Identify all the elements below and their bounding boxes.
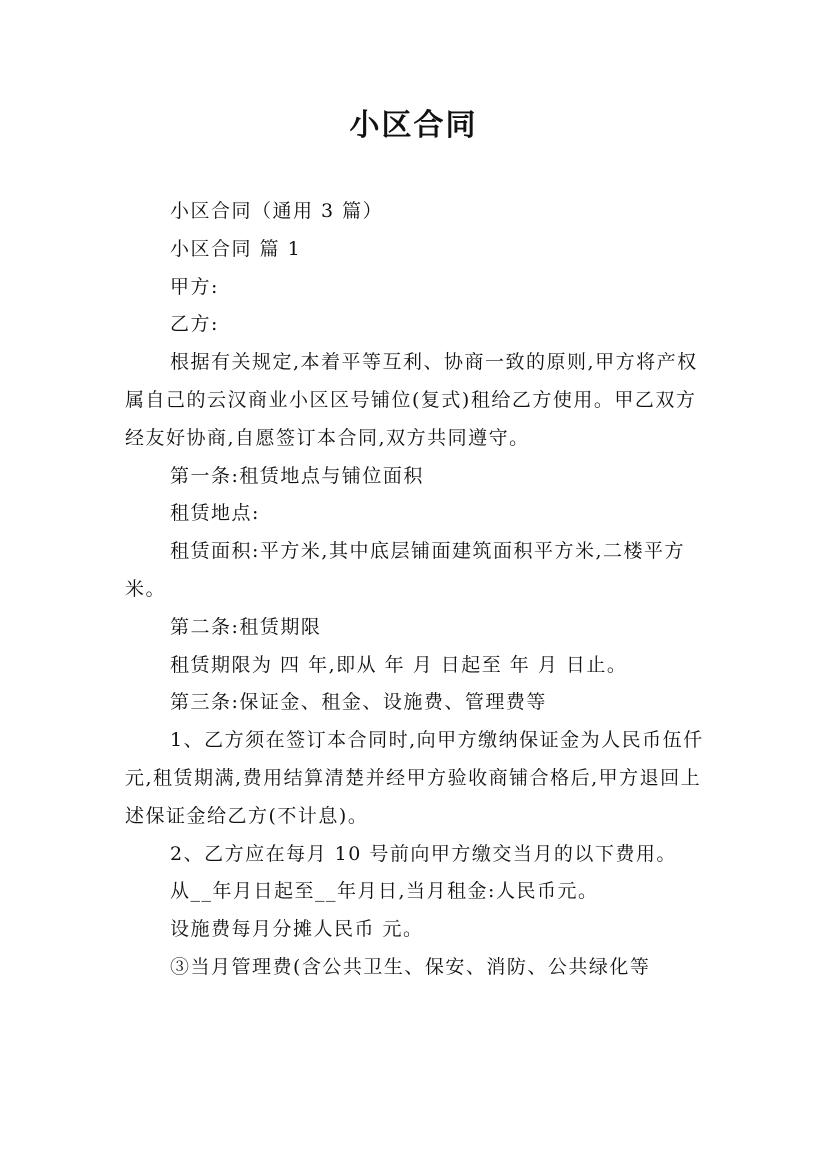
paragraph: 租赁期限为 四 年,即从 年 月 日起至 年 月 日止。	[170, 653, 628, 676]
paragraph: 第三条:保证金、租金、设施费、管理费等	[170, 691, 547, 714]
paragraph: 租赁地点:	[170, 502, 260, 525]
paragraph: 乙方:	[170, 313, 219, 336]
paragraph: 1、乙方须在签订本合同时,向甲方缴纳保证金为人民币伍仟 元,租赁期满,费用结算清楚并经甲方验收商铺合格后,甲方退回上述保证金给乙方(不计息)。	[125, 729, 704, 827]
paragraph: 2、乙方应在每月 10 号前向甲方缴交当月的以下费用。	[170, 842, 677, 865]
paragraph: 从__年月日起至__年月日,当月租金:人民币元。	[170, 880, 599, 903]
paragraph: 小区合同（通用 3 篇）	[170, 200, 384, 222]
paragraph: 小区合同 篇 1	[170, 237, 302, 260]
paragraph: 甲方:	[170, 275, 219, 298]
paragraph: 根据有关规定,本着平等互利、协商一致的原则,甲方将产权属自己的云汉商业小区区号铺位(复式)租给乙方使用。甲乙双方经友好协商,自愿签订本合同,双方共同遵守。	[125, 351, 698, 449]
paragraph: 租赁面积:平方米,其中底层铺面建筑面积平方米,二楼平方米。	[125, 540, 685, 600]
paragraph: ③当月管理费(含公共卫生、保安、消防、公共绿化等	[170, 955, 651, 978]
paragraph: 设施费每月分摊人民币 元。	[170, 918, 424, 941]
paragraph: 第二条:租赁期限	[170, 615, 322, 638]
document-body	[125, 193, 705, 987]
document-title: 小区合同	[349, 108, 478, 143]
paragraph: 第一条:租赁地点与铺位面积	[170, 464, 424, 487]
